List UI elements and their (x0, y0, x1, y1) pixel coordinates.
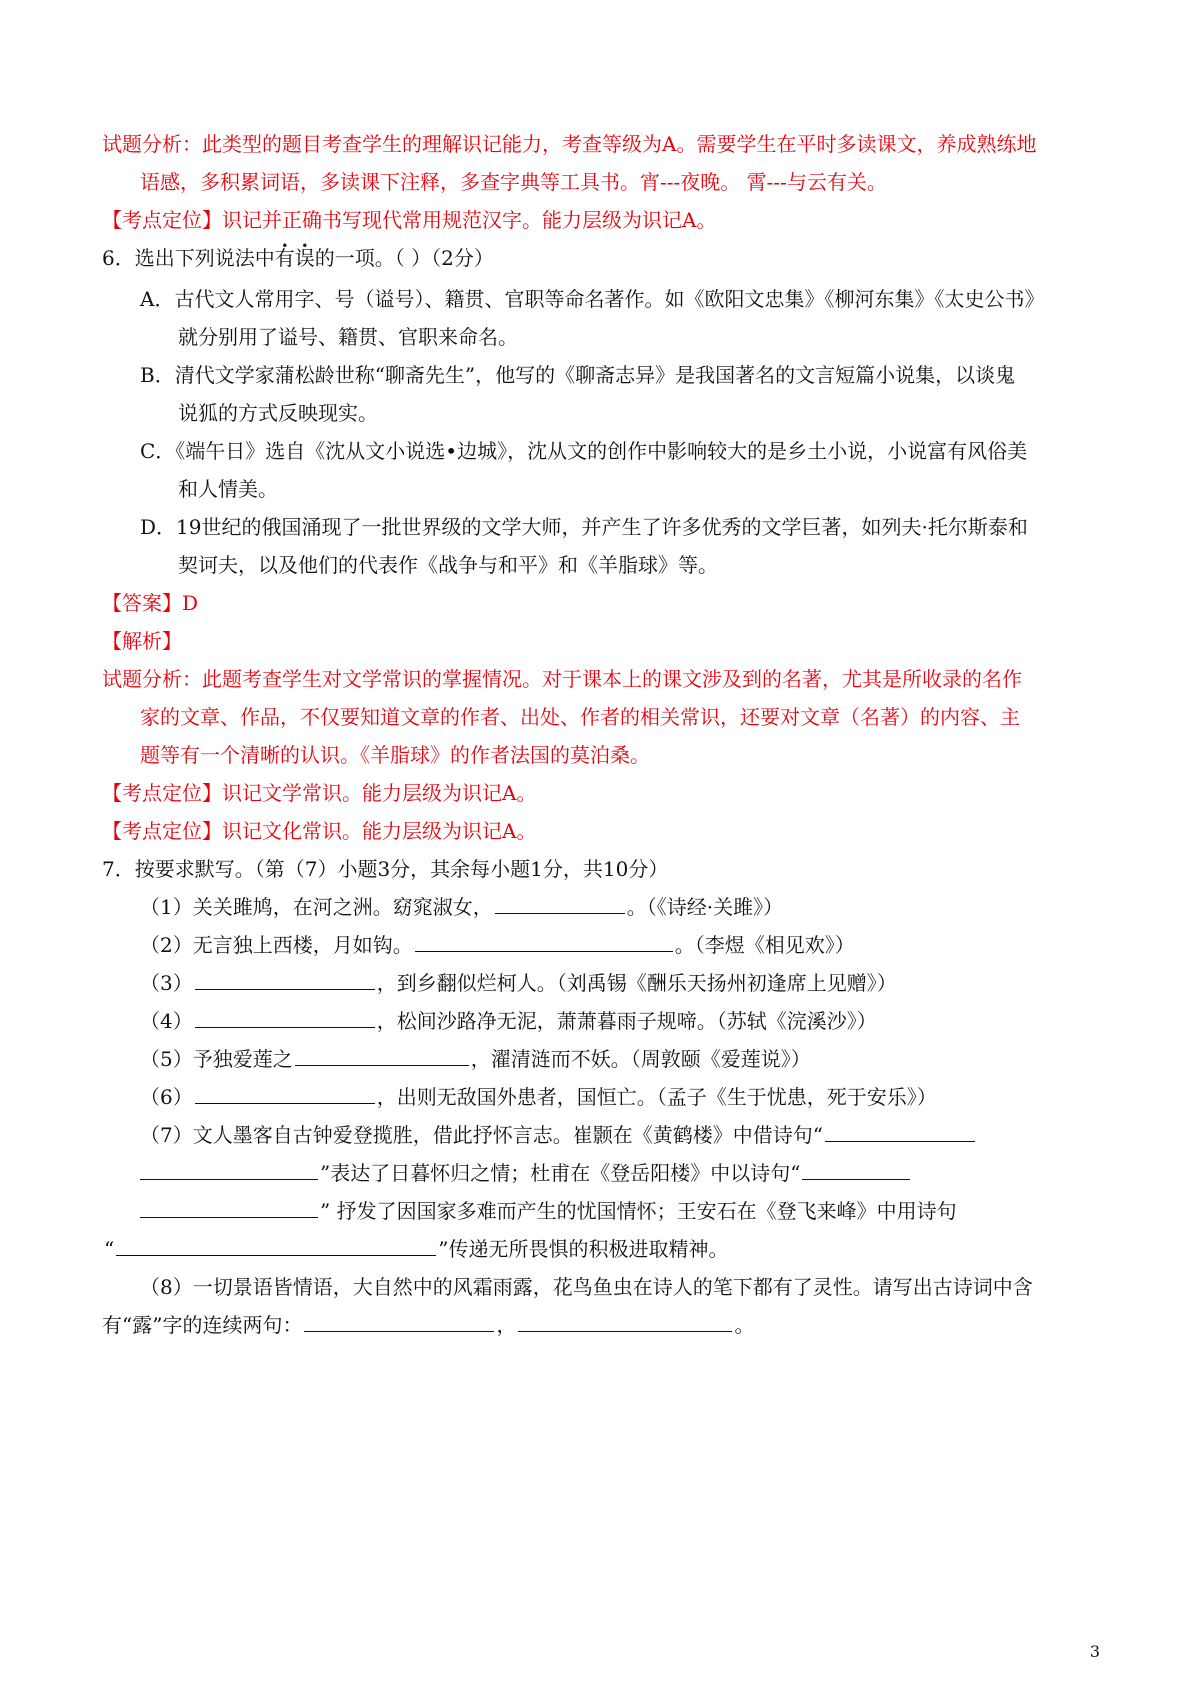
q6-kaodian-2: 【考点定位】识记文化常识。能力层级为识记A。 (102, 819, 537, 843)
q6-stem-prefix: 6．选出下列说法中 (102, 246, 275, 270)
q7-7-blank-1a[interactable] (825, 1121, 975, 1142)
q7-7-blank-3[interactable] (116, 1235, 436, 1256)
q6-analysis-line1: 试题分析：此题考查学生对文学常识的掌握情况。对于课本上的课文涉及到的名著，尤其是所收录的名作 (102, 667, 1022, 691)
q6-option-c-line2: 和人情美。 (178, 477, 278, 501)
analysis-5-line2: 语感，多积累词语，多读课下注释，多查字典等工具书。宵---夜晚。 霄---与云有关。 (140, 170, 887, 194)
q7-item-1 (140, 893, 783, 921)
q7-item-2 (140, 931, 855, 959)
q7-3-suffix: ，到乡翻似烂柯人。（刘禹锡《酬乐天扬州初逢席上见赠》） (376, 971, 897, 995)
question-6-stem (102, 244, 494, 272)
q7-4-suffix: ，松间沙路净无泥，萧萧暮雨子规啼。（苏轼《浣溪沙》） (376, 1009, 877, 1033)
q7-5-prefix: （5）予独爱莲之 (140, 1047, 293, 1071)
q7-4-blank[interactable] (195, 1007, 375, 1028)
kaodian-5: 【考点定位】识记并正确书写现代常用规范汉字。能力层级为识记A。 (102, 208, 717, 232)
question-7-stem: 7．按要求默写。（第（7）小题3分，其余每小题1分，共10分） (102, 857, 669, 881)
q7-item-3 (140, 969, 897, 997)
q7-6-prefix: （6） (140, 1085, 193, 1109)
q6-kaodian-1: 【考点定位】识记文学常识。能力层级为识记A。 (102, 781, 537, 805)
q7-1-suffix: 。（《诗经·关雎》） (626, 895, 784, 919)
q6-answer-value: D (182, 591, 199, 615)
q6-option-b-line1: B．清代文学家蒲松龄世称“聊斋先生”，他写的《聊斋志异》是我国著名的文言短篇小说集，以谈鬼 (140, 363, 1016, 387)
q7-7-line4-open: “ (104, 1237, 115, 1261)
q6-option-a-line2: 就分别用了谥号、籍贯、官职来命名。 (178, 325, 518, 349)
q6-stem-dot-2: 误 (294, 246, 315, 270)
q7-8-blank-1[interactable] (304, 1311, 494, 1332)
q7-item-6 (140, 1083, 937, 1111)
q7-item-4 (140, 1007, 877, 1035)
q7-5-suffix: ，濯清涟而不妖。（周敦颐《爱莲说》） (470, 1047, 811, 1071)
q6-stem-dot-1: 有 (274, 246, 295, 270)
q7-3-blank[interactable] (195, 969, 375, 990)
q7-3-prefix: （3） (140, 971, 193, 995)
q7-5-blank[interactable] (295, 1045, 469, 1066)
q6-analysis-line3: 题等有一个清晰的认识。《羊脂球》的作者法国的莫泊桑。 (140, 743, 650, 767)
q7-item-8-line2 (102, 1311, 754, 1339)
q7-8-line2-mid: ， (496, 1313, 517, 1337)
q7-item-8-line1: （8）一切景语皆情语，大自然中的风霜雨露，花鸟鱼虫在诗人的笔下都有了灵性。请写出古诗词中含 (140, 1275, 1033, 1299)
q6-option-a-line1: A．古代文人常用字、号（谥号）、籍贯、官职等命名著作。如《欧阳文忠集》《柳河东集》《太史公书》 (140, 287, 1045, 311)
q6-option-c-line1: C．《端午日》选自《沈从文小说选•边城》，沈从文的创作中影响较大的是乡土小说，小说富有风俗美 (140, 439, 1028, 463)
q7-7-blank-2b[interactable] (140, 1197, 318, 1218)
page-number: 3 (1089, 1642, 1100, 1661)
q7-6-suffix: ，出则无敌国外患者，国恒亡。（孟子《生于忧患，死于安乐》） (376, 1085, 937, 1109)
q6-option-b-line2: 说狐的方式反映现实。 (178, 401, 378, 425)
q7-1-prefix: （1）关关雎鸠，在河之洲。窈窕淑女， (140, 895, 493, 919)
q7-4-prefix: （4） (140, 1009, 193, 1033)
q7-6-blank[interactable] (195, 1083, 375, 1104)
analysis-5-line1: 试题分析：此类型的题目考查学生的理解识记能力，考查等级为A。需要学生在平时多读课文，养成熟练地 (102, 132, 1037, 156)
q6-option-d-line2: 契诃夫，以及他们的代表作《战争与和平》和《羊脂球》等。 (178, 553, 718, 577)
q7-2-prefix: （2）无言独上西楼，月如钩。 (140, 933, 413, 957)
q6-answer-label: 【答案】 (102, 591, 182, 615)
q7-item-5 (140, 1045, 811, 1073)
q7-2-suffix: 。（李煜《相见欢》） (674, 933, 855, 957)
q6-option-d-line1: D．19世纪的俄国涌现了一批世界级的文学大师，并产生了许多优秀的文学巨著，如列夫·托尔斯泰和 (140, 515, 1028, 539)
q7-8-line2-suffix: 。 (734, 1313, 755, 1337)
q7-item-7-line4 (104, 1235, 728, 1263)
q7-8-blank-2[interactable] (518, 1311, 732, 1332)
q6-analysis-line2: 家的文章、作品，不仅要知道文章的作者、出处、作者的相关常识，还要对文章（名著）的内容、主 (140, 705, 1020, 729)
q7-item-7-line2 (140, 1159, 912, 1187)
q6-answer (102, 589, 198, 617)
q7-7-line2-text: ”表达了日暮怀归之情；杜甫在《登岳阳楼》中以诗句“ (320, 1161, 801, 1185)
q7-item-7-line1 (140, 1121, 977, 1149)
q7-7-blank-1b[interactable] (140, 1159, 318, 1180)
q7-7-line3-text: ” 抒发了因国家多难而产生的忧国情怀；王安石在《登飞来峰》中用诗句 (320, 1199, 957, 1223)
q7-7-line1-text: （7）文人墨客自古钟爱登揽胜，借此抒怀言志。崔颢在《黄鹤楼》中借诗句“ (140, 1123, 823, 1147)
q7-7-blank-2a[interactable] (802, 1159, 910, 1180)
q7-1-blank[interactable] (495, 893, 625, 914)
q7-item-7-line3 (140, 1197, 957, 1225)
q7-8-line2-prefix: 有“露”字的连续两句： (102, 1313, 303, 1337)
q7-7-line4-text: ”传递无所畏惧的积极进取精神。 (438, 1237, 729, 1261)
q6-stem-suffix: 的一项。（ ）（2分） (314, 246, 494, 270)
q7-2-blank[interactable] (415, 931, 673, 952)
q6-jiexi-label: 【解析】 (102, 629, 182, 653)
